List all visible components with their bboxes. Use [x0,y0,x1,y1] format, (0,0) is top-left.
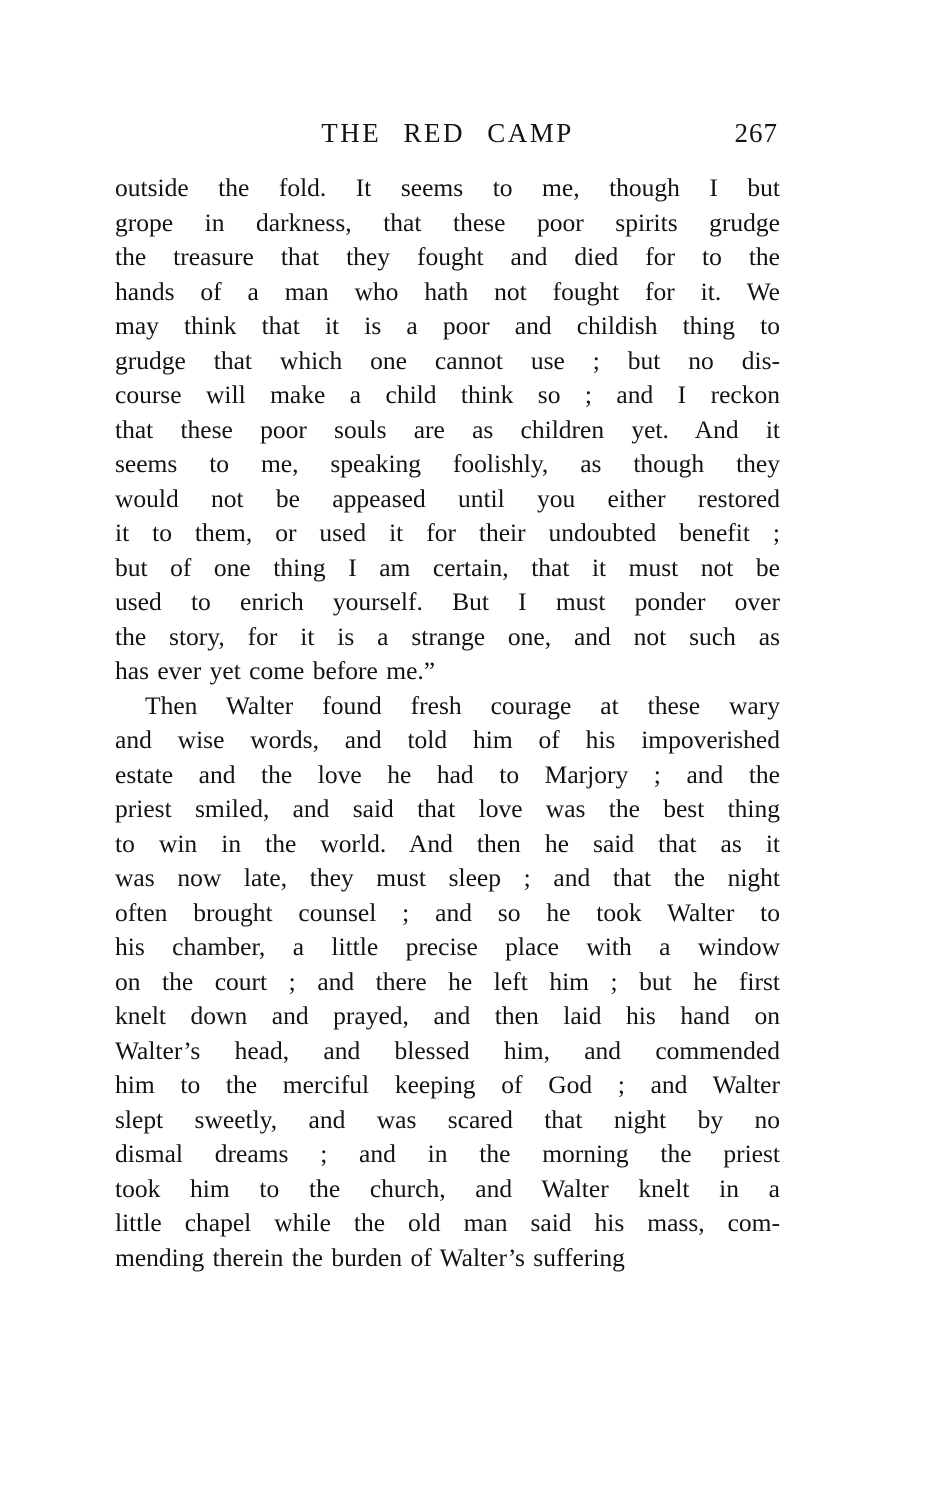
text-line: has ever yet come before me.” [115,656,436,685]
text-line: Then Walter found fresh courage at these wary [145,690,780,720]
text-line: seems to me, speaking foolishly, as though they [115,449,780,478]
text-line: may think that it is a poor and childish thing to [115,311,780,340]
text-line: on the court ; and there he left him ; but he first [115,966,780,996]
text-line: often brought counsel ; and so he took Walter to [115,897,780,927]
text-line: mending therein the burden of Walter’s suffering [115,1242,625,1272]
text-line: was now late, they must sleep ; and that the night [115,863,780,892]
text-line: the story, for it is a strange one, and not such as [115,621,780,651]
text-line: grope in darkness, that these poor spirits grudge [115,207,780,237]
text-line: Walter’s head, and blessed him, and commended [115,1035,780,1065]
text-line: used to enrich yourself. But I must ponder over [115,587,780,616]
text-line: hands of a man who hath not fought for it. We [115,276,780,306]
text-line: slept sweetly, and was scared that night by no [115,1104,780,1134]
running-header-title: THE RED CAMP [321,118,574,148]
text-line: estate and the love he had to Marjory ; and the [115,759,780,789]
text-line: knelt down and prayed, and then laid his hand on [115,1001,780,1030]
text-line: grudge that which one cannot use ; but no dis- [115,345,780,375]
text-line: would not be appeased until you either restored [115,483,780,513]
text-line: to win in the world. And then he said that as it [115,828,780,858]
text-line: outside the fold. It seems to me, though I but [115,173,780,202]
text-line: dismal dreams ; and in the morning the priest [115,1139,780,1168]
text-line: his chamber, a little precise place with a window [115,932,780,961]
text-line: it to them, or used it for their undoubted benefit ; [115,518,780,547]
text-line: him to the merciful keeping of God ; and Walter [115,1070,780,1099]
text-line: course will make a child think so ; and I reckon [115,380,780,409]
text-line: the treasure that they fought and died for to the [115,242,780,271]
text-line: and wise words, and told him of his impoverished [115,725,780,754]
text-line: took him to the church, and Walter knelt in a [115,1173,780,1203]
text-line: that these poor souls are as children yet. And it [115,414,780,444]
text-line: little chapel while the old man said his mass, com- [115,1208,780,1237]
running-header [115,116,780,150]
text-line: but of one thing I am certain, that it must not be [115,552,780,582]
text-line: priest smiled, and said that love was the best thing [115,794,780,823]
body-text [115,171,780,1275]
page-number: 267 [734,118,778,148]
